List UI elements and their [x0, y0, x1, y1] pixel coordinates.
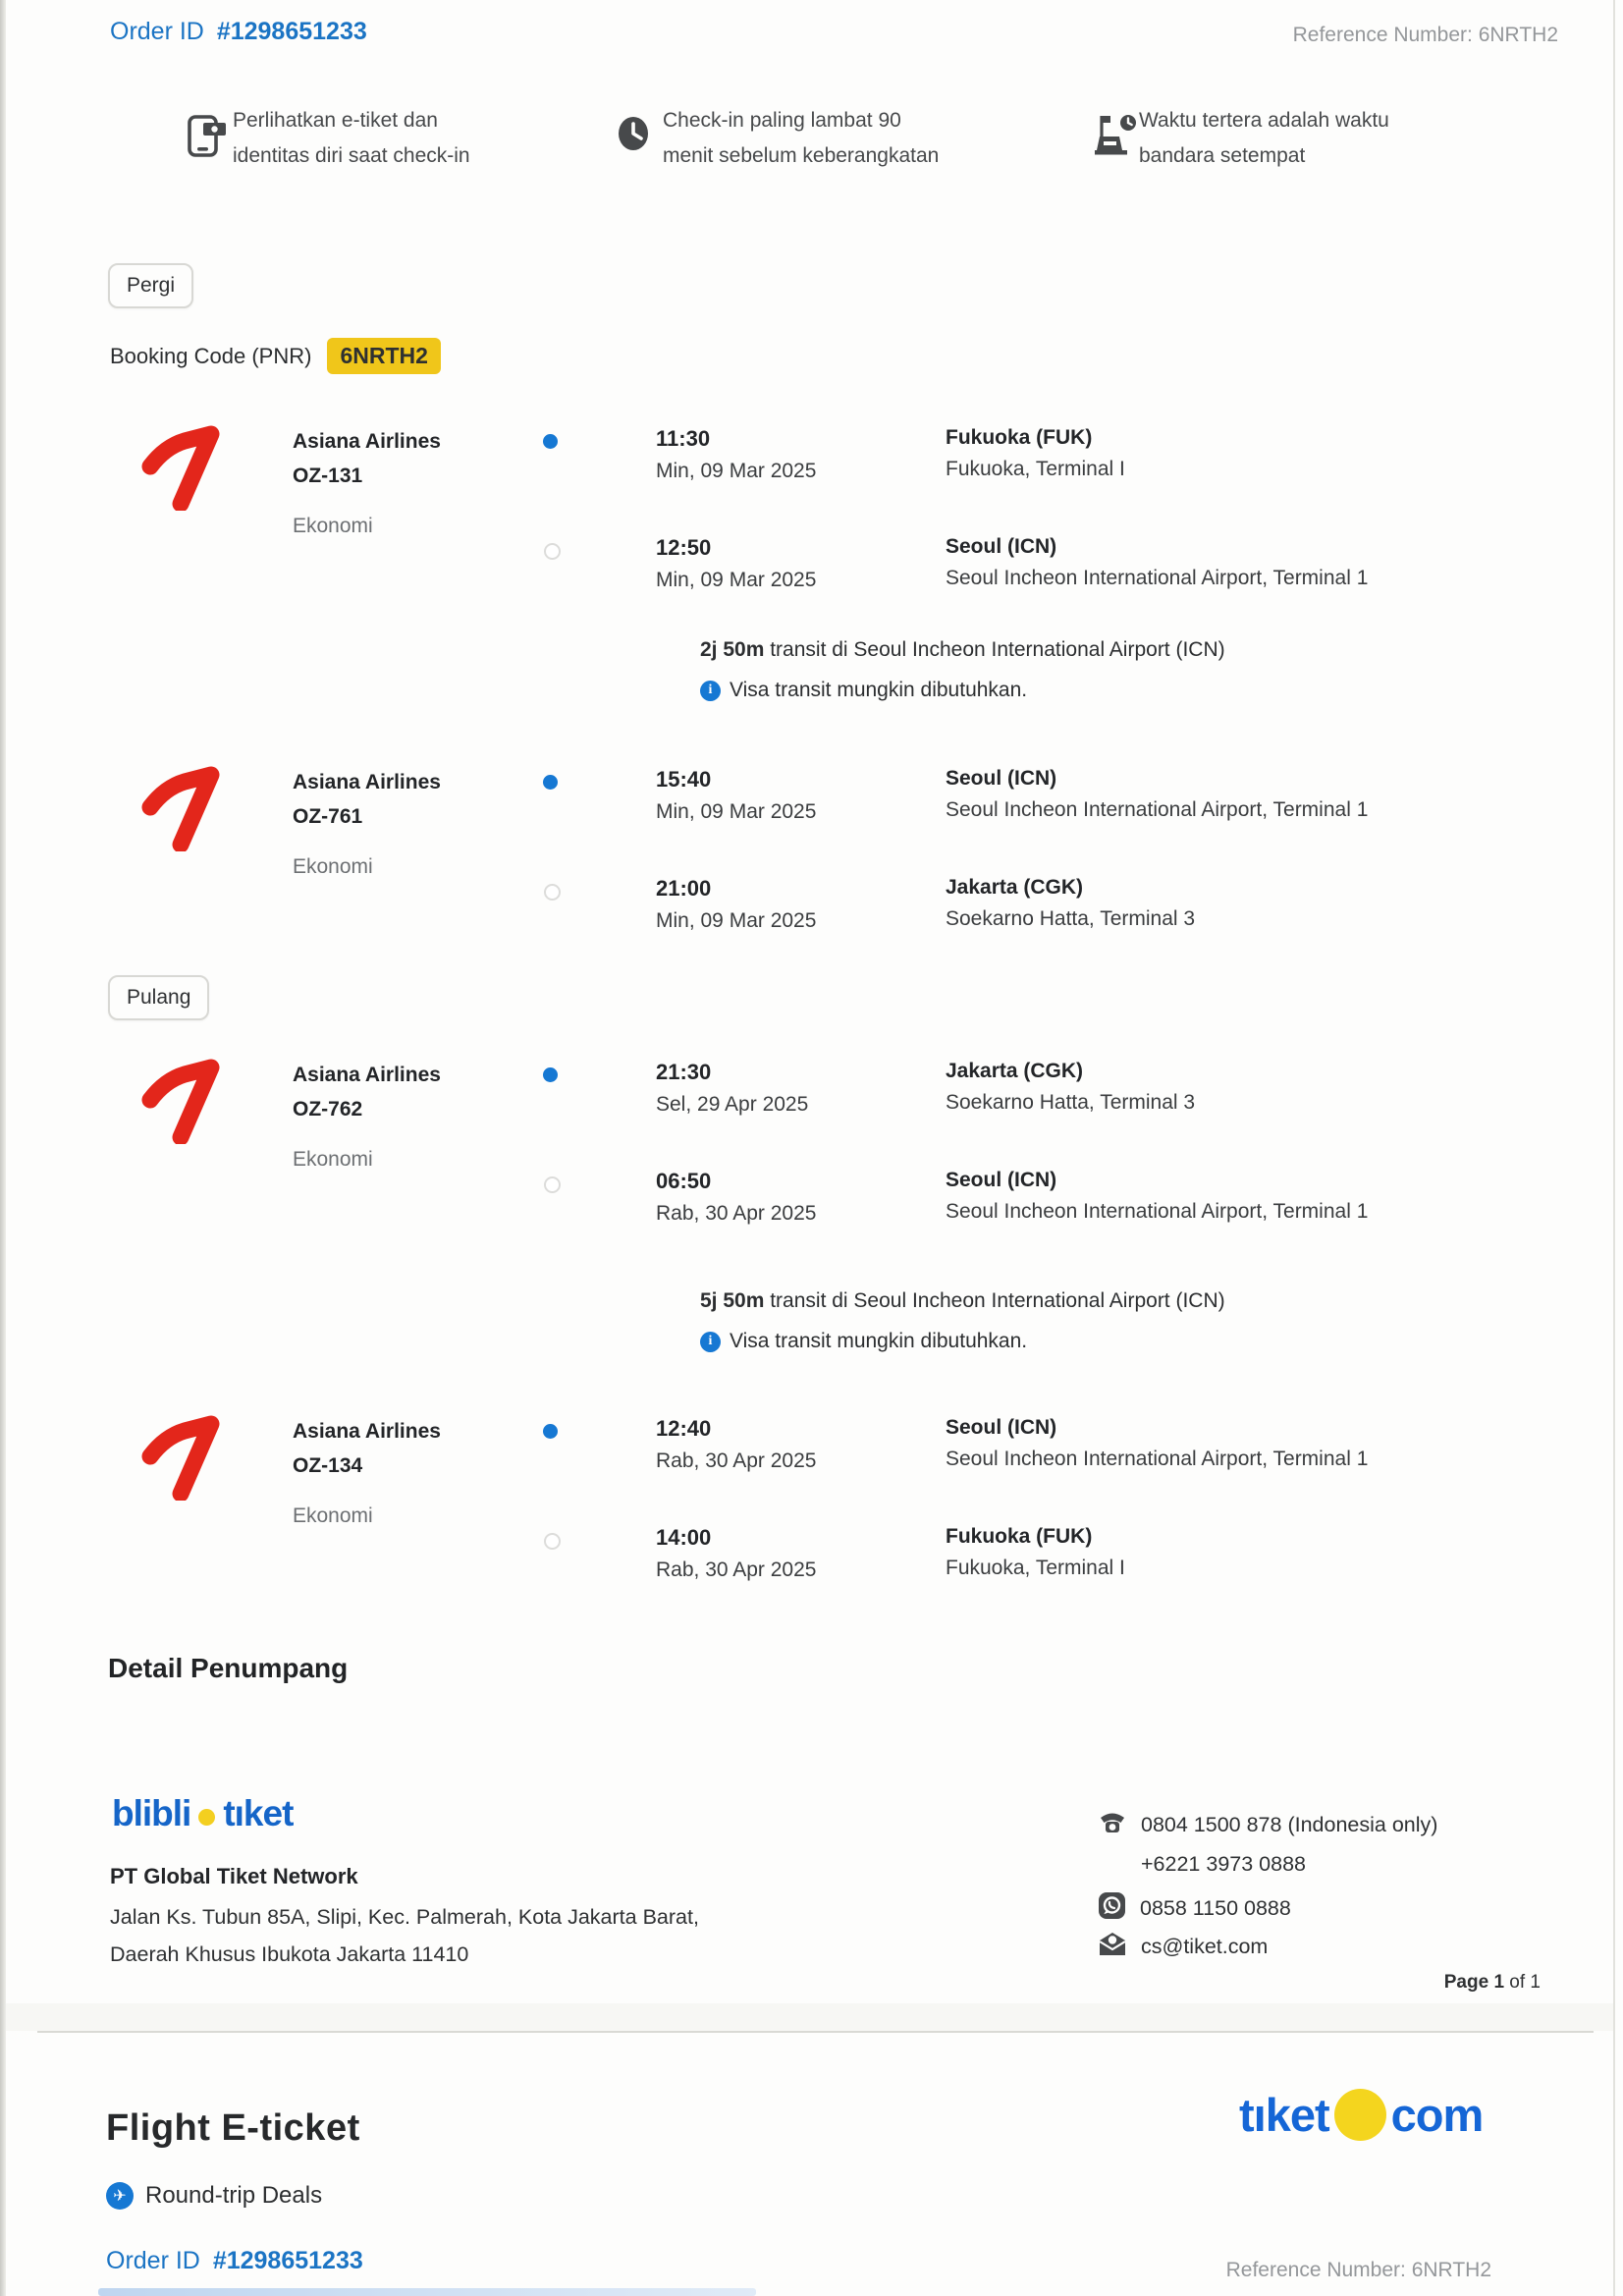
- booking-code-value: 6NRTH2: [327, 338, 440, 374]
- departure-airport: Seoul Incheon International Airport, Terminal 1: [946, 1448, 1369, 1470]
- tiketcom-logo-com: com: [1390, 2089, 1484, 2141]
- arrival-airport: Seoul Incheon International Airport, Terminal 1: [946, 567, 1369, 589]
- tiketcom-logo-dot: [1334, 2089, 1386, 2141]
- address-line1: Jalan Ks. Tubun 85A, Slipi, Kec. Palmerah, Kota Jakarta Barat,: [110, 1905, 699, 1929]
- transit-note-2: [700, 1289, 1225, 1353]
- deal-badge-row: [106, 2182, 322, 2210]
- contact-phone-1: 0804 1500 878 (Indonesia only): [1141, 1813, 1438, 1836]
- page2-title: Flight E-ticket: [106, 2107, 360, 2149]
- page2-order-id: [106, 2247, 363, 2275]
- departure-time: 15:40: [656, 767, 712, 792]
- departure-time: 12:40: [656, 1416, 712, 1441]
- departure-date: Min, 09 Mar 2025: [656, 460, 817, 482]
- departure-city: Fukuoka (FUK): [946, 426, 1093, 449]
- airline-name: Asiana Airlines: [293, 430, 441, 453]
- info-icon: i: [700, 681, 721, 701]
- page-indicator: [1444, 1972, 1541, 1994]
- departure-dot: [543, 775, 558, 790]
- notice-local-time-line2: bandara setempat: [1139, 144, 1306, 167]
- cabin-class: Ekonomi: [293, 515, 373, 537]
- departure-dot: [543, 1424, 558, 1439]
- airline-name: Asiana Airlines: [293, 1420, 441, 1443]
- transit-duration: 2j 50m: [700, 638, 765, 661]
- cabin-class: Ekonomi: [293, 855, 373, 878]
- asiana-airlines-logo: [137, 422, 232, 516]
- clock-icon: [617, 114, 656, 160]
- outbound-badge: Pergi: [108, 263, 193, 308]
- booking-code-label: Booking Code (PNR): [110, 343, 312, 368]
- cabin-class: Ekonomi: [293, 1504, 373, 1527]
- order-id-value: #1298651233: [216, 18, 367, 45]
- arrival-city: Fukuoka (FUK): [946, 1525, 1093, 1548]
- notice-checkin-line1: Check-in paling lambat 90: [663, 109, 901, 132]
- cabin-class: Ekonomi: [293, 1148, 373, 1171]
- flight-segment-inbound-2: [0, 1410, 1623, 1607]
- arrival-time: 06:50: [656, 1169, 712, 1193]
- arrival-ring: [544, 884, 561, 901]
- arrival-airport: Seoul Incheon International Airport, Terminal 1: [946, 1200, 1369, 1223]
- notice-local-time-line1: Waktu tertera adalah waktu: [1139, 109, 1389, 132]
- email-icon: [1098, 1931, 1127, 1963]
- blibli-logo-text: blibli: [112, 1793, 191, 1833]
- inbound-badge: Pulang: [108, 975, 209, 1020]
- notice-checkin: [663, 103, 939, 174]
- company-name: PT Global Tiket Network: [110, 1864, 358, 1888]
- arrival-time: 14:00: [656, 1525, 712, 1550]
- asiana-airlines-logo: [137, 1056, 232, 1149]
- airline-name: Asiana Airlines: [293, 771, 441, 793]
- page2-reference-number: Reference Number: 6NRTH2: [1225, 2259, 1491, 2281]
- flight-number: OZ-761: [293, 805, 363, 828]
- notice-local-time: [1139, 103, 1389, 174]
- passenger-section-heading: Detail Penumpang: [108, 1653, 349, 1683]
- company-address: [110, 1898, 699, 1973]
- arrival-time: 12:50: [656, 535, 712, 560]
- notice-eticket: [233, 103, 470, 174]
- arrival-airport: Soekarno Hatta, Terminal 3: [946, 907, 1196, 930]
- flight-segment-inbound-1: [0, 1054, 1623, 1250]
- departure-dot: [543, 1067, 558, 1082]
- departure-city: Seoul (ICN): [946, 1416, 1057, 1439]
- departure-date: Min, 09 Mar 2025: [656, 800, 817, 823]
- departure-time: 11:30: [656, 426, 711, 451]
- contact-email-row: [1098, 1931, 1268, 1963]
- tiket-logo-text: tıket: [223, 1793, 294, 1833]
- contact-whatsapp: 0858 1150 0888: [1140, 1896, 1291, 1920]
- departure-airport: Fukuoka, Terminal I: [946, 458, 1125, 480]
- transit-text: transit di Seoul Incheon International Airport (ICN): [764, 1289, 1225, 1312]
- eticket-phone-icon: [185, 108, 230, 164]
- departure-date: Sel, 29 Apr 2025: [656, 1093, 809, 1116]
- flight-segment-outbound-1: [0, 420, 1623, 617]
- arrival-ring: [544, 1533, 561, 1550]
- flight-number: OZ-134: [293, 1454, 363, 1477]
- phone-24-icon: [1098, 1809, 1127, 1841]
- order-id-label: Order ID: [110, 18, 204, 45]
- whatsapp-icon: [1098, 1891, 1126, 1926]
- page-gap: [6, 2003, 1613, 2031]
- contact-phone-2: +6221 3973 0888: [1141, 1852, 1306, 1876]
- departure-date: Rab, 30 Apr 2025: [656, 1449, 817, 1472]
- departure-time: 21:30: [656, 1060, 712, 1084]
- tiketcom-logo-tiket: tıket: [1239, 2089, 1329, 2141]
- arrival-ring: [544, 543, 561, 560]
- notice-checkin-line2: menit sebelum keberangkatan: [663, 144, 940, 167]
- round-trip-icon: ✈: [106, 2182, 134, 2210]
- booking-code-row: [110, 338, 441, 374]
- arrival-city: Seoul (ICN): [946, 1169, 1057, 1191]
- flight-number: OZ-762: [293, 1098, 363, 1121]
- airline-name: Asiana Airlines: [293, 1064, 441, 1086]
- arrival-city: Jakarta (CGK): [946, 876, 1084, 899]
- departure-airport: Soekarno Hatta, Terminal 3: [946, 1091, 1196, 1114]
- contact-phone-row-2: [1141, 1852, 1306, 1877]
- arrival-airport: Fukuoka, Terminal I: [946, 1557, 1125, 1579]
- page-indicator-rest: of 1: [1504, 1972, 1541, 1993]
- arrival-time: 21:00: [656, 876, 712, 901]
- arrival-date: Rab, 30 Apr 2025: [656, 1558, 817, 1581]
- asiana-airlines-logo: [137, 763, 232, 856]
- brand-dot-icon: [198, 1809, 215, 1826]
- departure-city: Seoul (ICN): [946, 767, 1057, 790]
- notice-eticket-line2: identitas diri saat check-in: [233, 144, 470, 167]
- departure-airport: Seoul Incheon International Airport, Terminal 1: [946, 798, 1369, 821]
- contact-whatsapp-row: [1098, 1891, 1291, 1926]
- arrival-city: Seoul (ICN): [946, 535, 1057, 558]
- visa-note: Visa transit mungkin dibutuhkan.: [730, 679, 1028, 701]
- transit-duration: 5j 50m: [700, 1289, 765, 1312]
- arrival-date: Rab, 30 Apr 2025: [656, 1202, 817, 1225]
- order-id: [110, 18, 367, 46]
- airport-time-icon: [1092, 110, 1139, 164]
- page2-order-id-label: Order ID: [106, 2247, 200, 2274]
- contact-email: cs@tiket.com: [1141, 1935, 1269, 1958]
- arrival-date: Min, 09 Mar 2025: [656, 909, 817, 932]
- arrival-ring: [544, 1176, 561, 1193]
- flight-number: OZ-131: [293, 465, 363, 487]
- info-icon: i: [700, 1332, 721, 1352]
- page-divider-line: [37, 2031, 1594, 2033]
- tiketcom-logo: [1239, 2088, 1483, 2142]
- scan-blue-artifact: [98, 2288, 756, 2296]
- asiana-airlines-logo: [137, 1412, 232, 1505]
- arrival-date: Min, 09 Mar 2025: [656, 569, 817, 591]
- contact-phone-row: [1098, 1809, 1437, 1841]
- visa-note: Visa transit mungkin dibutuhkan.: [730, 1330, 1028, 1352]
- blibli-tiket-logo: [112, 1793, 293, 1834]
- notice-eticket-line1: Perlihatkan e-tiket dan: [233, 109, 438, 132]
- transit-text: transit di Seoul Incheon International Airport (ICN): [764, 638, 1225, 661]
- flight-segment-outbound-2: [0, 761, 1623, 957]
- address-line2: Daerah Khusus Ibukota Jakarta 11410: [110, 1942, 469, 1966]
- page-indicator-bold: Page 1: [1443, 1972, 1505, 1993]
- departure-dot: [543, 434, 558, 449]
- deal-badge-label: Round-trip Deals: [145, 2182, 323, 2209]
- transit-note-1: [700, 638, 1225, 702]
- reference-number: Reference Number: 6NRTH2: [1292, 24, 1558, 46]
- departure-city: Jakarta (CGK): [946, 1060, 1084, 1082]
- page2-order-id-value: #1298651233: [212, 2247, 363, 2274]
